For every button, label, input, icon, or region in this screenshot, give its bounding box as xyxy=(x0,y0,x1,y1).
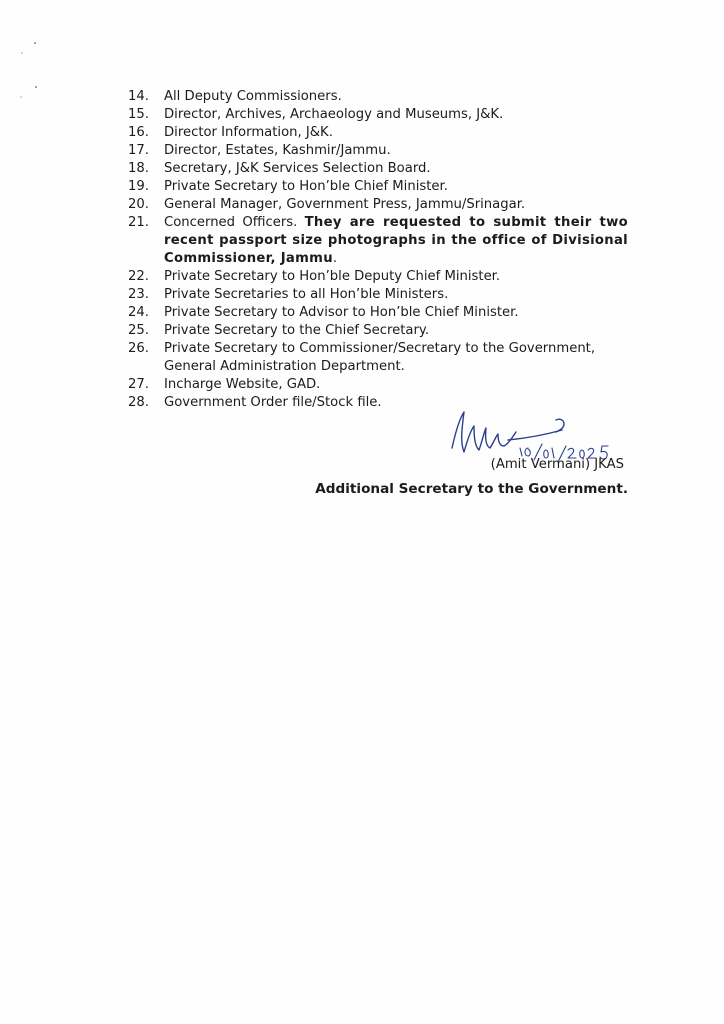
item-number: 14. xyxy=(128,89,149,104)
list-item xyxy=(128,142,628,160)
list-item xyxy=(128,196,628,214)
item-number: 19. xyxy=(128,179,149,194)
item-number: 17. xyxy=(128,143,149,158)
item-number: 26. xyxy=(128,341,149,356)
item-text-emphasis: They are requested to submit their two recent passport size photographs in the office of Divisional Commissioner, Jammu xyxy=(164,215,628,266)
item-text: Director Information, J&K. xyxy=(164,125,333,140)
item-number: 28. xyxy=(128,395,149,410)
item-number: 16. xyxy=(128,125,149,140)
item-text xyxy=(164,214,628,268)
list-item xyxy=(128,376,628,394)
item-number: 24. xyxy=(128,305,149,320)
list-item xyxy=(128,340,628,376)
distribution-list xyxy=(128,88,628,412)
item-number: 20. xyxy=(128,197,149,212)
signatory-name: (Amit Vermani) JKAS xyxy=(490,457,624,472)
list-item xyxy=(128,178,628,196)
list-item xyxy=(128,214,628,268)
item-text: Private Secretaries to all Hon’ble Ministers. xyxy=(164,287,449,302)
item-text: Private Secretary to Commissioner/Secretary to the Government, General Administration Department. xyxy=(164,341,596,374)
list-item xyxy=(128,124,628,142)
item-text: Director, Estates, Kashmir/Jammu. xyxy=(164,143,391,158)
item-text: Director, Archives, Archaeology and Museums, J&K. xyxy=(164,107,504,122)
item-number: 18. xyxy=(128,161,149,176)
list-item xyxy=(128,106,628,124)
item-number: 27. xyxy=(128,377,149,392)
list-item xyxy=(128,304,628,322)
list-item xyxy=(128,322,628,340)
item-number: 25. xyxy=(128,323,149,338)
item-number: 22. xyxy=(128,269,149,284)
item-text: Secretary, J&K Services Selection Board. xyxy=(164,161,431,176)
item-text: Private Secretary to Advisor to Hon’ble Chief Minister. xyxy=(164,305,519,320)
item-number: 21. xyxy=(128,215,149,230)
item-text-plain: Concerned Officers. xyxy=(164,215,298,230)
signature-block xyxy=(288,404,628,504)
list-item xyxy=(128,268,628,286)
signatory-designation: Additional Secretary to the Government. xyxy=(315,481,628,497)
list-item xyxy=(128,88,628,106)
list-item xyxy=(128,286,628,304)
item-text: All Deputy Commissioners. xyxy=(164,89,342,104)
item-text: General Manager, Government Press, Jammu/Srinagar. xyxy=(164,197,526,212)
item-text: Private Secretary to Hon’ble Chief Minister. xyxy=(164,179,448,194)
item-text-suffix: . xyxy=(332,251,338,266)
item-text: Private Secretary to Hon’ble Deputy Chief Minister. xyxy=(164,269,501,284)
item-number: 15. xyxy=(128,107,149,122)
list-item xyxy=(128,160,628,178)
item-text: Government Order file/Stock file. xyxy=(164,395,382,410)
item-number: 23. xyxy=(128,287,149,302)
item-text: Private Secretary to the Chief Secretary. xyxy=(164,323,430,338)
item-text: Incharge Website, GAD. xyxy=(164,377,321,392)
